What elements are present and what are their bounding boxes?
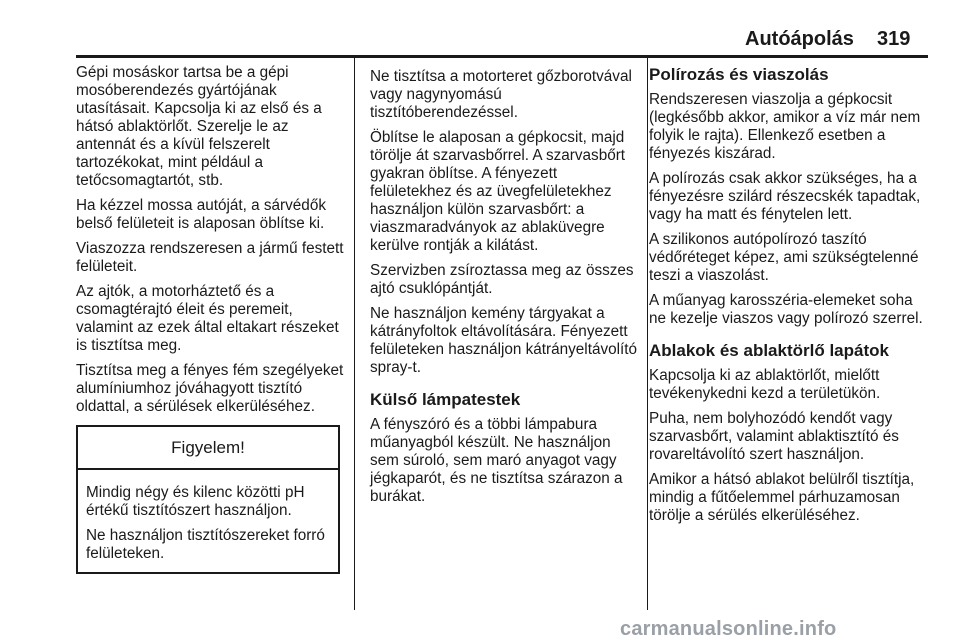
warning-body — [78, 470, 338, 572]
warning-paragraph: Ne használjon tisztítószereket forró felületeken. — [86, 527, 325, 562]
paragraph: A polírozás csak akkor szükséges, ha a fényezésre szilárd részecskék tapadtak, vagy ha matt és fénytelen lett. — [649, 170, 921, 223]
paragraph: Ne tisztítsa a motorteret gőzborotvával vagy nagynyomású tisztítóberendezéssel. — [370, 68, 632, 121]
paragraph: A szilikonos autópolírozó taszító védőréteget képez, ami szükségtelenné teszi a viaszolást. — [649, 231, 919, 284]
header-rule — [76, 55, 928, 58]
section-title: Autóápolás — [745, 28, 854, 50]
paragraph: Viaszozza rendszeresen a jármű festett felületeit. — [76, 240, 344, 275]
column-middle — [370, 68, 638, 513]
warning-box — [76, 425, 340, 574]
paragraph: A fényszóró és a többi lámpabura műanyagból készült. Ne használjon sem súroló, sem maró anyagot vagy jégkaparót, és ne tisztítsa szárazon a burákat. — [370, 416, 623, 505]
section-heading-exterior-lights: Külső lámpatestek — [370, 390, 521, 409]
paragraph: Szervizben zsíroztassa meg az összes ajtó csuklópántját. — [370, 262, 634, 297]
paragraph: Öblítse le alaposan a gépkocsit, majd törölje át szarvasbőrrel. A szarvasbőrt gyakran öblítse. A fényezett felületekhez és az üvegfelületekhez használjon külön szarvasbőrt: a viaszmaradványok az ablaküvegre kerülve rontják a kilátást. — [370, 129, 626, 254]
paragraph: Az ajtók, a motorháztető és a csomagtérajtó éleit és peremeit, valamint az ezek által eltakart részeket is tisztítsa meg. — [76, 283, 339, 354]
paragraph: Amikor a hátsó ablakot belülről tisztítja, mindig a fűtőelemmel párhuzamosan törölje a sérülés elkerüléséhez. — [649, 471, 915, 524]
paragraph: Gépi mosáskor tartsa be a gépi mosóberendezés gyártójának utasításait. Kapcsolja ki az első és a hátsó ablaktörlőt. Szerelje le az antennát és a kívül felszerelt tartozékokat, mint például a tetőcsomagtartót, stb. — [76, 64, 322, 189]
warning-paragraph: Mindig négy és kilenc közötti pH értékű tisztítószert használjon. — [86, 484, 305, 519]
section-heading-windows: Ablakok és ablaktörlő lapátok — [649, 341, 889, 360]
column-divider-2 — [647, 58, 648, 610]
column-left — [76, 64, 346, 574]
watermark: carmanualsonline.info — [620, 618, 837, 640]
section-heading-polishing: Polírozás és viaszolás — [649, 65, 829, 84]
paragraph: A műanyag karosszéria-elemeket soha ne kezelje viaszos vagy polírozó szerrel. — [649, 292, 923, 327]
column-right — [649, 64, 931, 532]
page-number: 319 — [877, 28, 911, 50]
warning-title: Figyelem! — [78, 427, 338, 470]
column-divider-1 — [354, 58, 355, 610]
paragraph: Kapcsolja ki az ablaktörlőt, mielőtt tevékenykedni kezd a területükön. — [649, 367, 881, 402]
paragraph: Tisztítsa meg a fényes fém szegélyeket alumíniumhoz jóváhagyott tisztító oldattal, a sérülések elkerüléséhez. — [76, 362, 344, 415]
paragraph: Ha kézzel mossa autóját, a sárvédők belső felületeit is alaposan öblítse ki. — [76, 197, 326, 232]
paragraph: Puha, nem bolyhozódó kendőt vagy szarvasbőrt, valamint ablaktisztító és rovareltávolító szert használjon. — [649, 410, 899, 463]
paragraph: Ne használjon kemény tárgyakat a kátrányfoltok eltávolítására. Fényezett felületeken használjon kátrányeltávolító spray-t. — [370, 305, 638, 376]
paragraph: Rendszeresen viaszolja a gépkocsit (legkésőbb akkor, amikor a víz már nem folyik le rajta). Ellenkező esetben a fényezés kiszárad. — [649, 91, 921, 162]
